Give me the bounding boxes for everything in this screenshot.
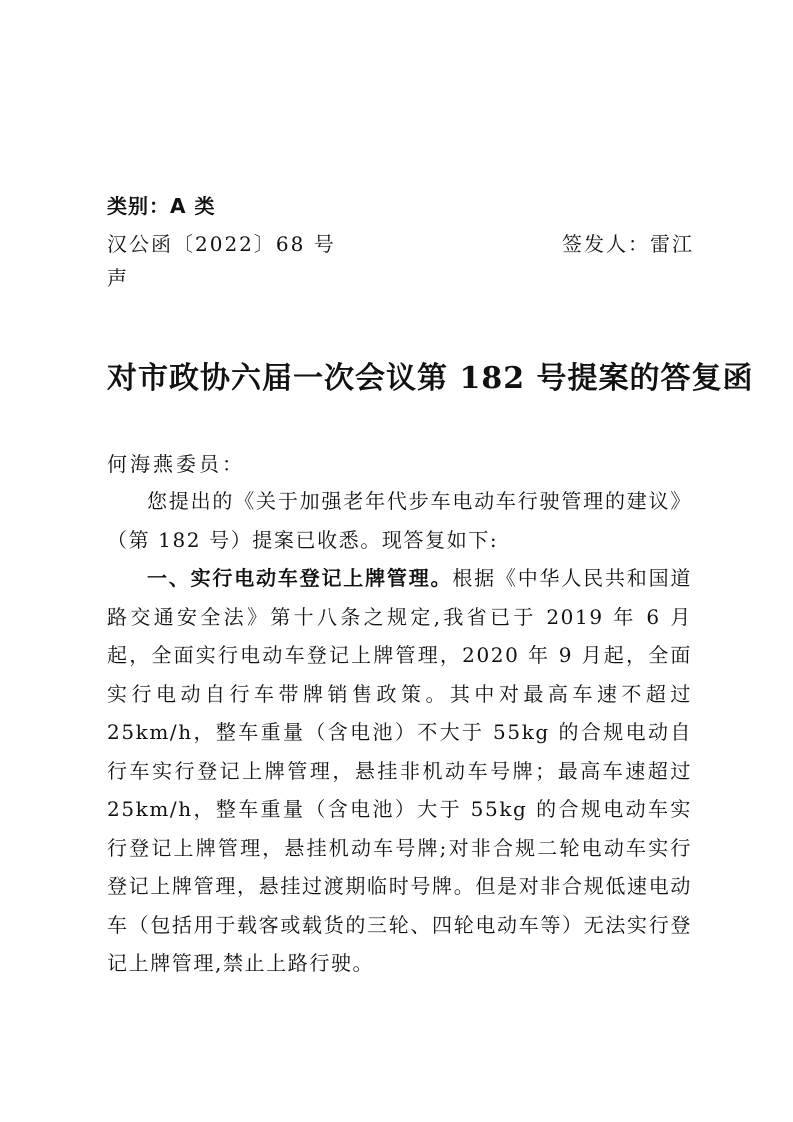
document-title: 对市政协六届一次会议第 182 号提案的答复函: [107, 361, 754, 396]
category-label: 类别：A 类: [107, 194, 216, 218]
document-body: [107, 482, 692, 983]
document-number: 汉公函〔2022〕68 号: [107, 232, 336, 256]
signer-name-continued: 声: [107, 266, 127, 290]
intro-paragraph: 您提出的《关于加强老年代步车电动车行驶管理的建议》（第 182 号）提案已收悉。现答复如下:: [107, 489, 692, 552]
signer-label: 签发人：雷江: [562, 232, 694, 256]
section-1-body: 根据《中华人民共和国道路交通安全法》第十八条之规定,我省已于 2019 年 6 月起，全面实行电动车登记上牌管理，2020 年 9 月起，全面实行电动自行车带牌销售政策。其中对最高车速不超过 25km/h，整车重量（含电池）不大于 55kg 的合规电动自行车实行登记上牌管理，悬挂非机动车号牌；最高车速超过 25km/h，整车重量（含电池）大于 55kg 的合规电动车实行登记上牌管理，悬挂机动车号牌;对非合规二轮电动车实行登记上牌管理，悬挂过渡期临时号牌。但是对非合规低速电动车（包括用于载客或载货的三轮、四轮电动车等）无法实行登记上牌管理,禁止上路行驶。: [107, 566, 692, 975]
section-1-paragraph: [107, 559, 692, 983]
salutation: 何海燕委员：: [107, 452, 245, 476]
section-1-heading: 一、实行电动车登记上牌管理。: [147, 566, 453, 590]
